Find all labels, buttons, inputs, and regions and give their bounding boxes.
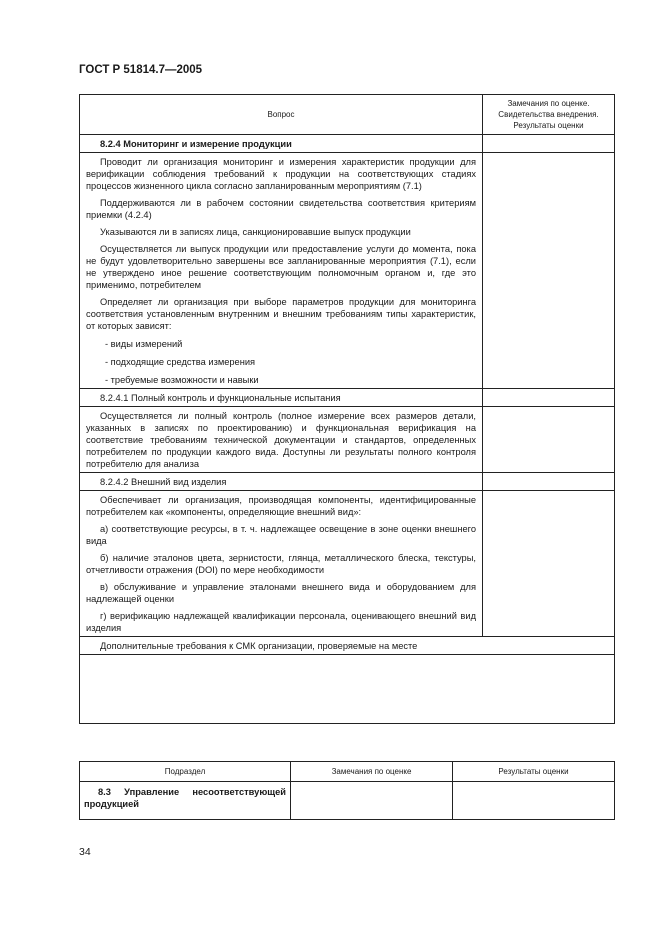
subsection-row (80, 473, 615, 491)
remarks-cell (483, 407, 615, 473)
question-block-row (80, 407, 615, 473)
subsection-title: 8.2.4.1 Полный контроль и функциональные испытания (80, 389, 483, 407)
column-header-question: Вопрос (80, 95, 483, 135)
question-text: г) верификацию надлежащей квалификации персонала, оценивающего внешний вид изделия (86, 611, 476, 633)
question-text: Указываются ли в записях лица, санкционировавшие выпуск продукции (100, 227, 411, 237)
additional-requirements-title: Дополнительные требования к СМК организации, проверяемые на месте (80, 637, 615, 655)
remarks-cell (483, 491, 615, 637)
list-item: - подходящие средства измерения (105, 357, 256, 367)
subsection-title: 8.2.4.2 Внешний вид изделия (80, 473, 483, 491)
question-text: Поддерживаются ли в рабочем состоянии свидетельства соответствия критериям приемки (4.2.4) (86, 198, 476, 220)
list-item: - требуемые возможности и навыки (105, 375, 259, 385)
subsection-row (80, 389, 615, 407)
question-text: Обеспечивает ли организация, производящая компоненты, идентифицированные потребителем как «компоненты, определяющие внешний вид»: (86, 495, 476, 517)
question-block-row (80, 491, 615, 637)
section-title: 8.2.4 Мониторинг и измерение продукции (80, 135, 483, 153)
question-text: Проводит ли организация мониторинг и измерения характеристик продукции для верификации соблюдения требований к продукции на соответствующих стадиях процессов жизненного цикла согласно запланированным мероприятиям (7.1) (86, 157, 476, 191)
results-cell (453, 782, 615, 820)
column-header-remarks: Замечания по оценке (291, 762, 453, 782)
section-row (80, 135, 615, 153)
question-block (80, 153, 483, 389)
blank-notes-row (80, 655, 615, 724)
document-code: ГОСТ Р 51814.7—2005 (79, 64, 203, 76)
summary-header-row (80, 762, 615, 782)
page-number: 34 (79, 846, 91, 858)
question-text: б) наличие эталонов цвета, зернистости, глянца, металлического блеска, текстуры, отчетливости отражения (DOI) по мере необходимости (86, 553, 476, 575)
question-block (80, 407, 483, 473)
column-header-remarks: Замечания по оценке. Свидетельства внедрения. Результаты оценки (483, 95, 615, 135)
subsection-name: 8.3 Управление несоответствующей продукцией (80, 782, 291, 820)
summary-table (79, 761, 615, 820)
additional-requirements-row (80, 637, 615, 655)
summary-row (80, 782, 615, 820)
remarks-cell (483, 135, 615, 153)
question-text: в) обслуживание и управление эталонами внешнего вида и оборудованием для надлежащей оценки (86, 582, 476, 604)
remarks-cell (483, 473, 615, 491)
question-text: Определяет ли организация при выборе параметров продукции для мониторинга соответствия установленным внутренним и внешним требованиям типы характеристик, от которых зависят: (86, 297, 476, 331)
remarks-cell (483, 389, 615, 407)
question-text: а) соответствующие ресурсы, в т. ч. надлежащее освещение в зоне оценки внешнего вида (86, 524, 476, 546)
remarks-cell (483, 153, 615, 389)
question-block-row (80, 153, 615, 389)
list-item: - виды измерений (105, 339, 183, 349)
question-text: Осуществляется ли выпуск продукции или предоставление услуги до момента, пока не будут удовлетворительно завершены все запланированные мероприятия (7.1), если не утверждено иное решение соответствующим полномочным органом и, где это применимо, потребителем (86, 244, 476, 290)
question-block (80, 491, 483, 637)
table-header-row (80, 95, 615, 135)
blank-notes-cell (80, 655, 615, 724)
column-header-subsection: Подраздел (80, 762, 291, 782)
remarks-cell (291, 782, 453, 820)
column-header-results: Результаты оценки (453, 762, 615, 782)
question-text: Осуществляется ли полный контроль (полное измерение всех размеров детали, указанных в записях по проектированию) и функциональная верификация на соответствие требованиям технической документации и стандартов, определенных потребителем по продукции каждого вида. Доступны ли результаты полного контроля потребителю для анализа (86, 411, 476, 469)
checklist-table (79, 94, 615, 724)
